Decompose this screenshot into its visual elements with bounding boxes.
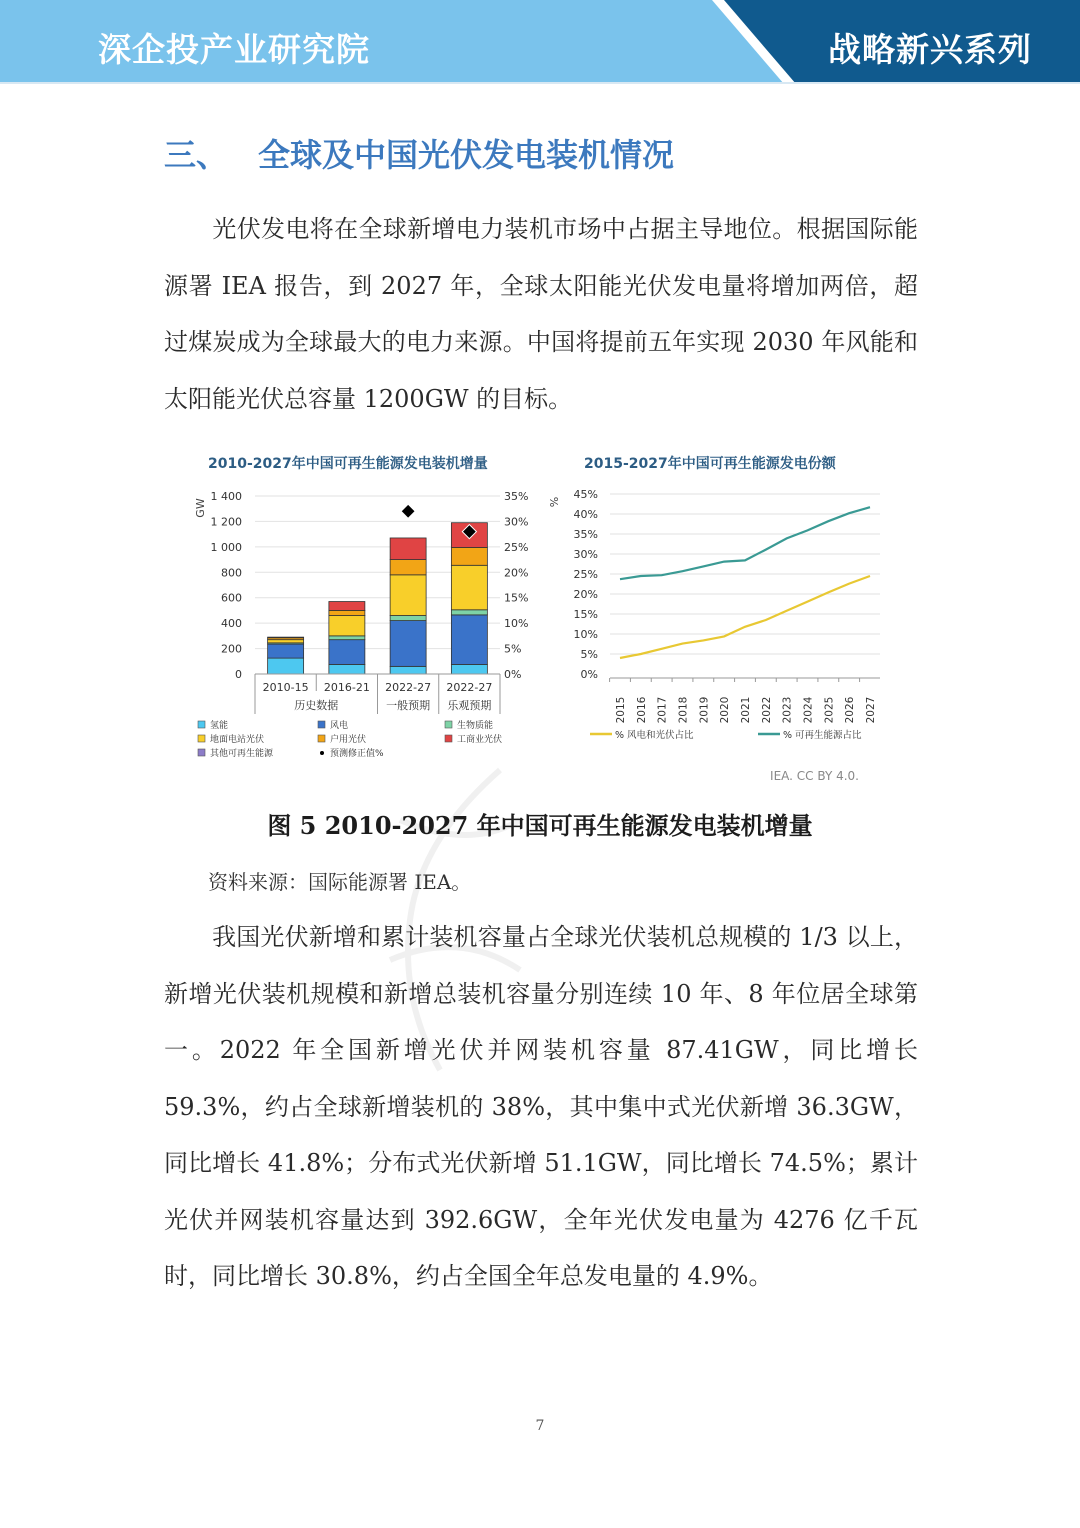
- line-y-label: %: [548, 496, 561, 508]
- line-y-tick: 5%: [580, 648, 598, 661]
- bar-segment: [268, 640, 304, 643]
- bar-legend-item: 户用光伏: [330, 735, 367, 745]
- bar-x-label: 2016-21: [323, 681, 370, 694]
- bar-segment: [390, 616, 426, 621]
- line-x-tick: 2016: [635, 696, 648, 724]
- line-x-tick: 2019: [698, 696, 711, 724]
- figure-5: [190, 440, 900, 790]
- bar-x-label: 2022-27: [446, 681, 493, 694]
- line-y-tick: 30%: [573, 548, 598, 561]
- bar-group-label: 历史数据: [294, 699, 339, 712]
- bar-segment: [329, 602, 365, 611]
- line-x-tick: 2024: [802, 696, 815, 724]
- section-number: 三、: [164, 136, 229, 174]
- bar-segment: [268, 658, 304, 674]
- bar-segment: [329, 664, 365, 674]
- bar-group-label: 乐观预期: [447, 699, 492, 712]
- line-x-tick: 2027: [865, 696, 877, 724]
- line-legend-item: % 可再生能源占比: [783, 730, 862, 741]
- bar-y2-tick: 0%: [504, 668, 522, 681]
- bar-legend-item: 其他可再生能源: [210, 749, 274, 759]
- bar-legend-item: 风电: [330, 721, 349, 731]
- line-x-tick: 2023: [781, 696, 794, 724]
- line-y-tick: 15%: [573, 608, 598, 621]
- bar-segment: [451, 547, 487, 565]
- line-x-tick: 2022: [760, 696, 773, 724]
- page-header: [0, 0, 1080, 84]
- bar-y-tick: 200: [221, 642, 242, 656]
- bar-legend-item: 氢能: [210, 721, 229, 731]
- bar-y2-tick: 15%: [504, 591, 529, 605]
- line-legend-item: % 风电和光伏占比: [615, 730, 694, 741]
- figure-source: 资料来源：国际能源署 IEA。: [208, 870, 472, 894]
- organization-name: 深企投产业研究院: [98, 30, 370, 69]
- bar-segment: [329, 640, 365, 665]
- bar-y2-tick: 35%: [504, 490, 529, 503]
- figure-caption: 图 5 2010-2027 年中国可再生能源发电装机增量: [267, 811, 813, 840]
- line-series: [620, 507, 870, 579]
- line-x-tick: 2025: [823, 696, 836, 724]
- series-name: 战略新兴系列: [828, 30, 1032, 69]
- bar-y-tick: 1 000: [210, 540, 242, 554]
- bar-y-tick: 1 400: [210, 490, 242, 503]
- bar-y-tick: 400: [221, 617, 242, 631]
- bar-segment: [390, 538, 426, 560]
- section-heading: [164, 130, 674, 176]
- line-x-tick: 2018: [677, 696, 690, 724]
- line-x-tick: 2020: [719, 696, 732, 724]
- forecast-marker: [401, 504, 415, 518]
- line-x-tick: 2026: [844, 696, 857, 724]
- bar-segment: [451, 615, 487, 665]
- chart-credit: IEA. CC BY 4.0.: [770, 769, 859, 783]
- line-y-tick: 35%: [573, 528, 598, 541]
- bar-legend-item: 地面电站光伏: [210, 735, 265, 745]
- bar-y2-tick: 10%: [504, 617, 529, 631]
- bar-segment: [451, 610, 487, 615]
- bar-x-label: 2010-15: [262, 681, 309, 694]
- section-title: 全球及中国光伏发电装机情况: [258, 136, 675, 174]
- bar-y2-tick: 5%: [504, 642, 522, 656]
- bar-chart-title: 2010-2027年中国可再生能源发电装机增量: [208, 456, 488, 472]
- line-y-tick: 10%: [573, 628, 598, 641]
- line-y-tick: 0%: [580, 668, 598, 681]
- line-y-tick: 25%: [573, 568, 598, 581]
- bar-legend-item: 工商业光伏: [457, 735, 503, 745]
- page-number: 7: [535, 1418, 545, 1434]
- bar-segment: [329, 610, 365, 615]
- paragraph-2: 我国光伏新增和累计装机容量占全球光伏装机总规模的 1/3 以上，新增光伏装机规模和新增总装机容量分别连续 10 年、8 年位居全球第一。2022 年全国新增光伏并网装机容量 87.41GW，同比增长 59.3%，约占全球新增装机的 38%，其中集中式光伏新增 36.3GW，同比增长 41.8%；分布式光伏新增 51.1GW，同比增长 74.5%；累计光伏并网装机容量达到 392.6GW，全年光伏发电量为 4276 亿千瓦时，同比增长 30.8%，约占全国全年总发电量的 4.9%。: [164, 923, 918, 1290]
- bar-chart-installed-capacity: [194, 455, 528, 759]
- bar-y2-tick: 25%: [504, 540, 529, 554]
- paragraph-1: 光伏发电将在全球新增电力装机市场中占据主导地位。根据国际能源署 IEA 报告，到 2027 年，全球太阳能光伏发电量将增加两倍，超过煤炭成为全球最大的电力来源。中国将提前五年实现 2030 年风能和太阳能光伏总容量 1200GW 的目标。: [164, 215, 918, 413]
- line-x-tick: 2021: [740, 696, 752, 724]
- bar-segment: [390, 666, 426, 674]
- bar-segment: [329, 616, 365, 636]
- line-y-tick: 45%: [573, 488, 598, 501]
- line-series: [620, 576, 870, 658]
- bar-segment: [390, 560, 426, 575]
- line-y-tick: 40%: [573, 508, 598, 521]
- bar-legend-item: 生物质能: [457, 721, 494, 731]
- bar-y-tick: 800: [221, 566, 242, 580]
- line-chart-renewable-share: [548, 455, 880, 741]
- bar-segment: [329, 636, 365, 640]
- bar-segment: [451, 664, 487, 674]
- line-x-tick: 2015: [615, 696, 627, 724]
- bar-y-tick: 0: [235, 668, 242, 681]
- bar-x-label: 2022-27: [385, 681, 432, 694]
- line-x-tick: 2017: [656, 696, 669, 724]
- bar-segment: [268, 637, 304, 638]
- bar-segment: [390, 621, 426, 667]
- figure-charts: [190, 440, 900, 790]
- bar-segment: [451, 565, 487, 610]
- bar-y2-tick: 30%: [504, 515, 529, 529]
- bar-legend-item: 预测修正值%: [330, 749, 384, 759]
- bar-y-tick: 1 200: [210, 515, 242, 529]
- bar-y-label: GW: [194, 498, 207, 518]
- line-chart-title: 2015-2027年中国可再生能源发电份额: [584, 456, 836, 472]
- bar-segment: [268, 644, 304, 658]
- bar-group-label: 一般预期: [386, 699, 431, 712]
- line-y-tick: 20%: [573, 588, 598, 601]
- bar-segment: [390, 575, 426, 616]
- bar-y2-tick: 20%: [504, 566, 529, 580]
- bar-y-tick: 600: [221, 591, 242, 605]
